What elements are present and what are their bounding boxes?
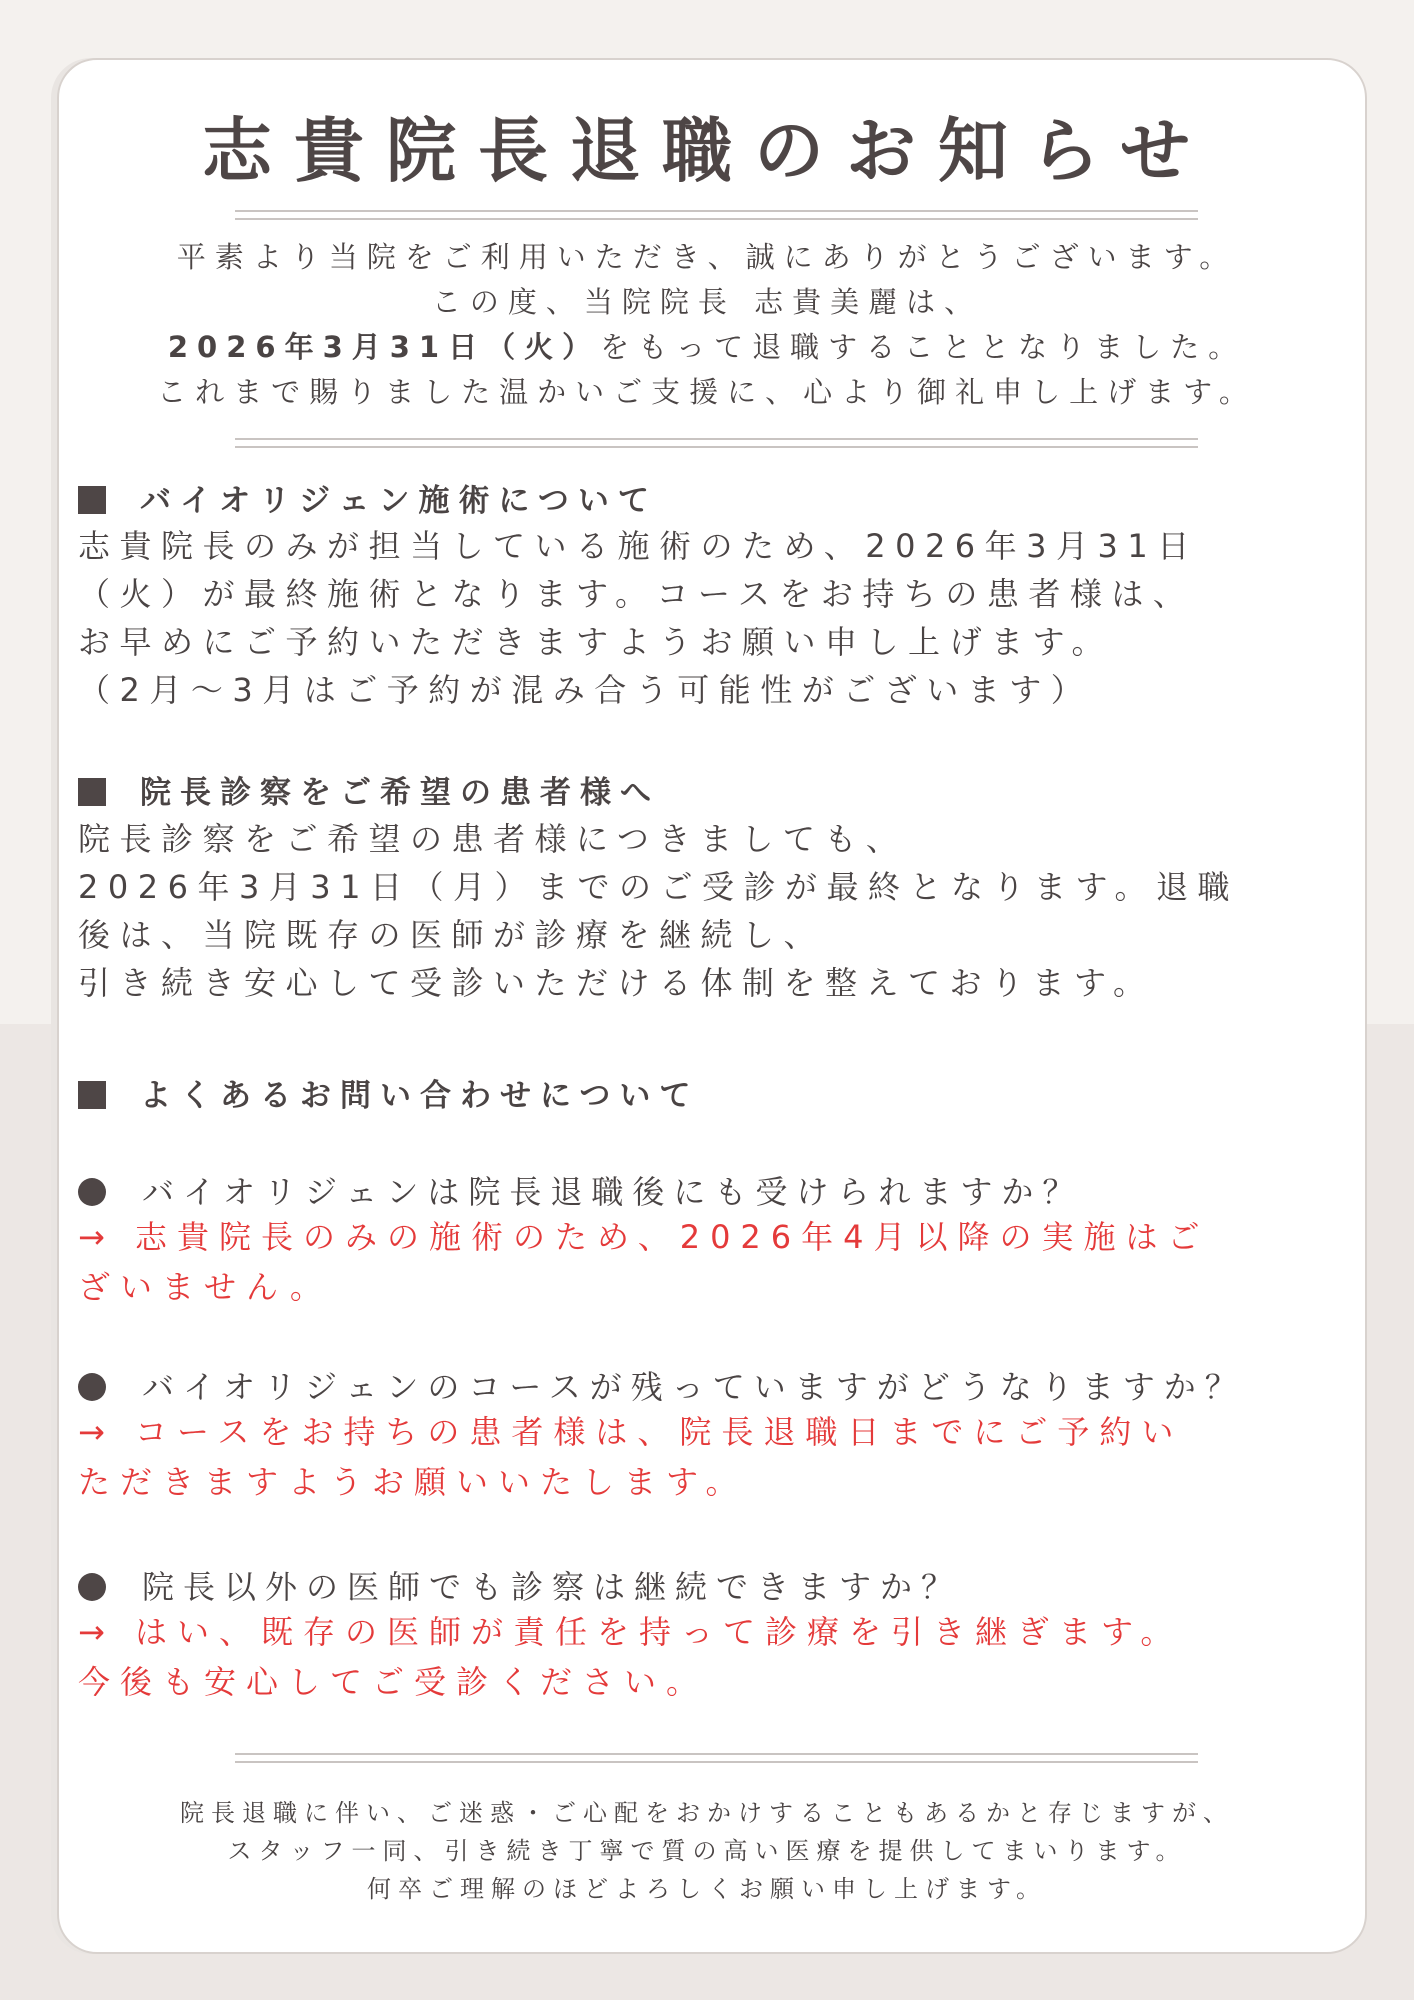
intro-text	[80, 235, 1334, 415]
intro-line-1: 平素より当院をご利用いただき、誠にありがとうございます。	[176, 240, 1238, 274]
faq-question-text: バイオリジェンは院長退職後にも受けられますか？	[142, 1173, 1084, 1211]
page-title: 志貴院長退職のお知らせ	[202, 109, 1212, 192]
body-line: 院長診察をご希望の患者様につきましても、	[78, 820, 908, 858]
circle-bullet-icon	[78, 1373, 106, 1401]
section-body-biorigen	[78, 522, 1348, 714]
retirement-date: 2026年3月31日（火）	[167, 330, 601, 364]
faq-answer-line: → コースをお持ちの患者様は、院長退職日までにご予約い	[78, 1413, 1184, 1451]
body-line: 志貴院長のみが担当している施術のため、2026年3月31日	[78, 527, 1199, 565]
faq-question-2	[78, 1362, 1246, 1408]
circle-bullet-icon	[78, 1573, 106, 1601]
section-heading-biorigen	[78, 475, 658, 520]
body-line: 2026年3月31日（月）までのご受診が最終となります。退職	[78, 868, 1239, 906]
intro-line-3-rest: をもって退職することとなりました。	[600, 330, 1247, 364]
footer-text	[80, 1794, 1334, 1908]
divider-middle	[235, 438, 1198, 448]
faq-answer-3	[78, 1607, 1348, 1707]
body-line: （2月〜3月はご予約が混み合う可能性がございます）	[78, 671, 1093, 709]
faq-answer-2	[78, 1407, 1348, 1507]
faq-answer-line: 今後も安心してご受診ください。	[78, 1663, 709, 1701]
intro-line-2: この度、当院院長 志貴美麗は、	[431, 285, 983, 319]
body-line: お早めにご予約いただきますようお願い申し上げます。	[78, 623, 1113, 661]
section-body-director-consult	[78, 815, 1348, 1007]
section-heading-text: バイオリジェン施術について	[140, 483, 658, 519]
square-bullet-icon	[78, 1081, 106, 1109]
faq-answer-1	[78, 1212, 1348, 1312]
section-heading-text: 院長診察をご希望の患者様へ	[140, 775, 660, 811]
divider-top	[235, 210, 1198, 220]
section-heading-text: よくあるお問い合わせについて	[140, 1078, 700, 1114]
body-line: 引き続き安心して受診いただける体制を整えております。	[78, 964, 1155, 1002]
faq-answer-line: ただきますようお願いいたします。	[78, 1463, 748, 1501]
intro-line-4: これまで賜りました温かいご支援に、心より御礼申し上げます。	[157, 375, 1257, 409]
faq-question-3	[78, 1562, 962, 1608]
faq-answer-line: ざいません。	[78, 1268, 332, 1306]
circle-bullet-icon	[78, 1178, 106, 1206]
square-bullet-icon	[78, 778, 106, 806]
body-line: 後は、当院既存の医師が診療を継続し、	[78, 916, 826, 954]
faq-answer-line: → 志貴院長のみの施術のため、2026年4月以降の実施はご	[78, 1218, 1210, 1256]
divider-bottom	[235, 1753, 1198, 1763]
section-heading-faq	[78, 1070, 699, 1115]
footer-line: スタッフ一同、引き続き丁寧で質の高い医療を提供してまいります。	[227, 1837, 1187, 1865]
square-bullet-icon	[78, 486, 106, 514]
faq-question-text: 院長以外の医師でも診察は継続できますか？	[142, 1568, 963, 1606]
footer-line: 何卒ご理解のほどよろしくお願い申し上げます。	[366, 1875, 1048, 1903]
faq-answer-line: → はい、既存の医師が責任を持って診療を引き継ぎます。	[78, 1613, 1183, 1651]
faq-question-1	[78, 1167, 1083, 1213]
section-heading-director-consult	[78, 767, 660, 812]
faq-question-text: バイオリジェンのコースが残っていますがどうなりますか？	[142, 1368, 1246, 1406]
intro-line-3	[80, 325, 1334, 370]
body-line: （火）が最終施術となります。コースをお持ちの患者様は、	[78, 575, 1195, 613]
footer-line: 院長退職に伴い、ご迷惑・ご心配をおかけすることもあるかと存じますが、	[180, 1799, 1234, 1827]
